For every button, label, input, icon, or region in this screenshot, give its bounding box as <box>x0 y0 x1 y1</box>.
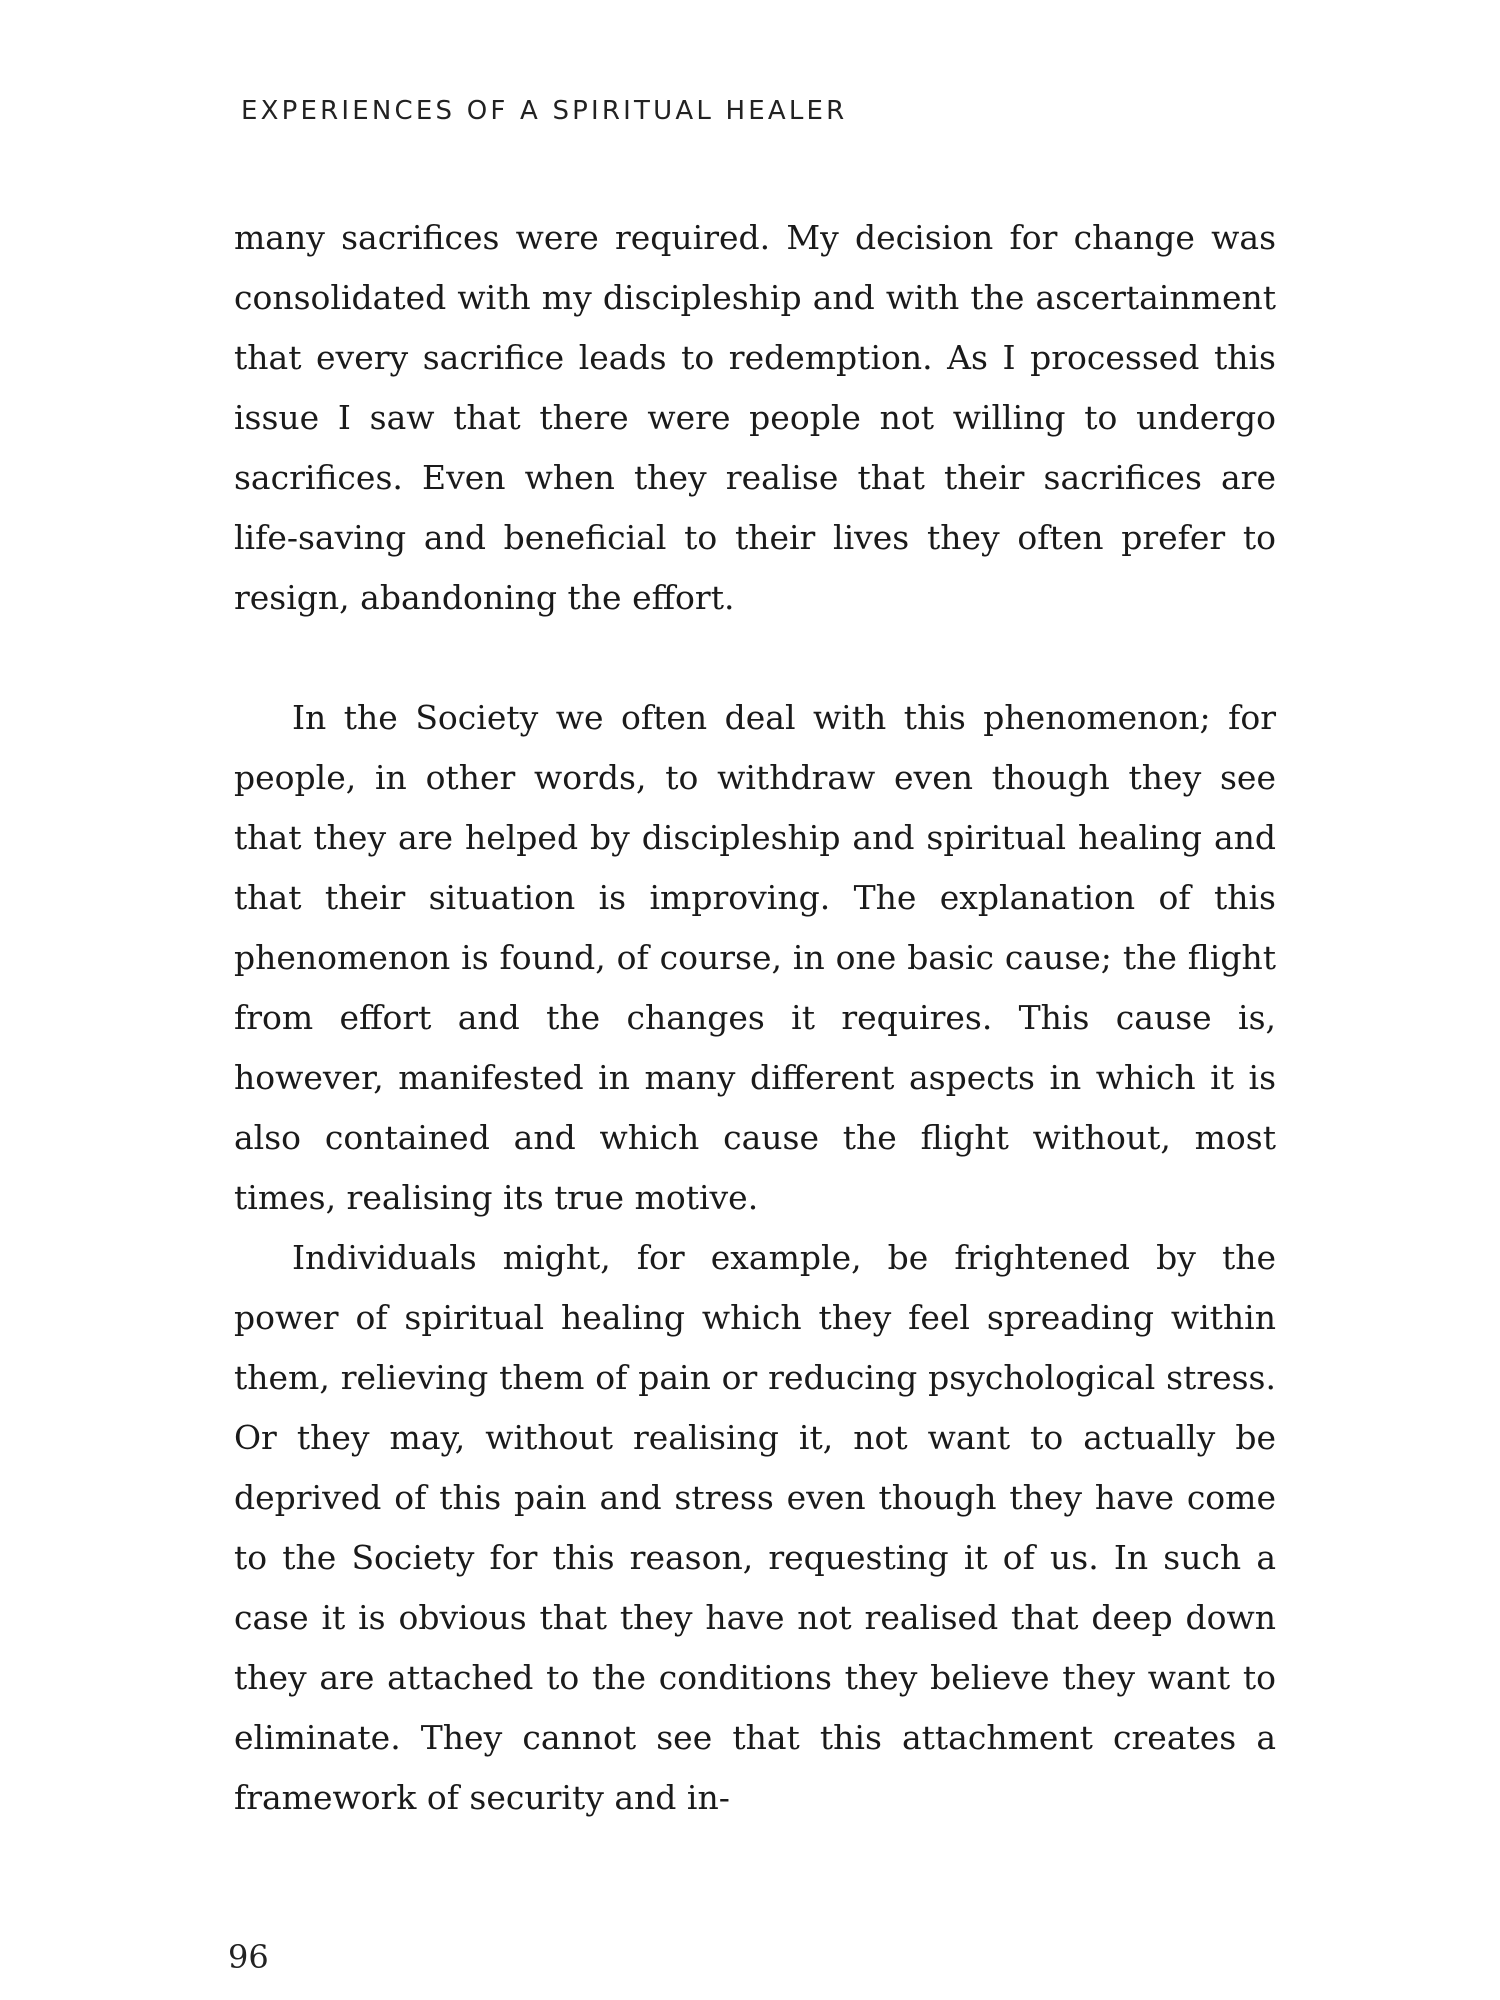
paragraph-3: Individuals might, for example, be frightened by the power of spiritual healing which they feel spreading within them, relieving them of pain or reducing psychological stress. Or they may, without realising it, not want to actually be deprived of this pain and stress even though they have come to the Society for this reason, requesting it of us. In such a case it is obvious that they have not realised that deep down they are attached to the conditions they believe they want to eliminate. They cannot see that this attachment creates a framework of security and in- <box>234 1238 1276 1817</box>
paragraph-2: In the Society we often deal with this phenomenon; for people, in other words, to withdraw even though they see that they are helped by discipleship and spiritual healing and that their situation is improving. The explanation of this phenomenon is found, of course, in one basic cause; the flight from effort and the changes it requires. This cause is, however, manifested in many different aspects in which it is also contained and which cause the flight without, most times, realising its true motive. <box>234 698 1276 1217</box>
paragraph-1: many sacrifices were required. My decision for change was consolidated with my discipleship and with the ascertainment that every sacrifice leads to redemption. As I processed this issue I saw that there were people not willing to undergo sacrifices. Even when they realise that their sacrifices are life-saving and beneficial to their lives they often prefer to resign, abandoning the effort. <box>234 218 1276 617</box>
running-head: EXPERIENCES OF A SPIRITUAL HEALER <box>241 96 848 126</box>
page-number: 96 <box>228 1938 269 1976</box>
